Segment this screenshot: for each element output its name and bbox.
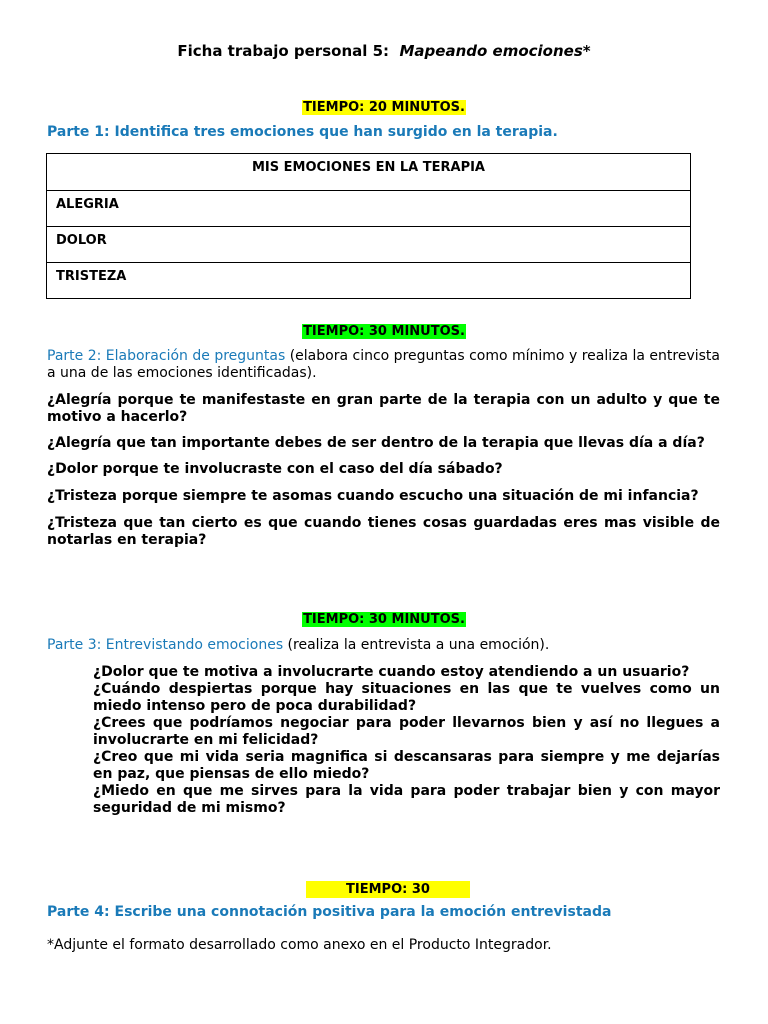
table-row xyxy=(47,227,691,263)
part2-question: ¿Tristeza porque siempre te asomas cuando escucho una situación de mi infancia? xyxy=(47,488,699,504)
footnote: *Adjunte el formato desarrollado como anexo en el Producto Integrador. xyxy=(47,937,552,953)
title-star: * xyxy=(582,42,591,60)
emotions-table-wrap xyxy=(46,153,691,299)
part2-intro xyxy=(47,348,720,382)
title-main: Ficha trabajo personal 5: xyxy=(177,42,390,60)
part3-question: ¿Creo que mi vida seria magnifica si descansaras para siempre y me dejarías en paz, que piensas de ello miedo? xyxy=(93,749,720,782)
table-row xyxy=(47,191,691,227)
part2-question: ¿Alegría porque te manifestaste en gran parte de la terapia con un adulto y que te motivo a hacerlo? xyxy=(47,392,720,425)
page-title xyxy=(0,43,768,60)
title-italic: Mapeando emociones xyxy=(399,42,583,60)
emotions-table xyxy=(46,153,691,299)
part3-heading: Parte 3: Entrevistando emociones xyxy=(47,637,284,653)
part2-time-badge: TIEMPO: 30 MINUTOS. xyxy=(303,324,465,339)
part3-question: ¿Dolor que te motiva a involucrarte cuando estoy atendiendo a un usuario? xyxy=(93,664,690,680)
table-header-row xyxy=(47,154,691,191)
part3-question: ¿Crees que podríamos negociar para poder llevarnos bien y así no llegues a involucrarte en mi felicidad? xyxy=(93,715,720,748)
part1-time-badge: TIEMPO: 20 MINUTOS. xyxy=(303,100,465,115)
part4-time-badge: TIEMPO: 30 xyxy=(306,881,470,898)
part3-instruction: (realiza la entrevista a una emoción). xyxy=(283,637,550,653)
table-cell: ALEGRIA xyxy=(47,191,691,227)
table-header: MIS EMOCIONES EN LA TERAPIA xyxy=(47,154,691,191)
table-cell: DOLOR xyxy=(47,227,691,263)
part3-question-list xyxy=(93,664,720,817)
part2-question: ¿Alegría que tan importante debes de ser dentro de la terapia que llevas día a día? xyxy=(47,435,705,451)
part4-heading: Parte 4: Escribe una connotación positiva para la emoción entrevistada xyxy=(47,904,612,920)
part2-question: ¿Dolor porque te involucraste con el caso del día sábado? xyxy=(47,461,503,477)
part1-time-row xyxy=(0,99,768,116)
part1-heading: Parte 1: Identifica tres emociones que han surgido en la terapia. xyxy=(47,124,558,140)
part2-heading: Parte 2: Elaboración de preguntas xyxy=(47,348,286,364)
part3-question: ¿Miedo en que me sirves para la vida para poder trabajar bien y con mayor seguridad de mi mismo? xyxy=(93,783,720,816)
part3-time-row xyxy=(0,611,768,628)
table-cell: TRISTEZA xyxy=(47,263,691,299)
part3-question: ¿Cuándo despiertas porque hay situaciones en las que te vuelves como un miedo intenso pero de poca durabilidad? xyxy=(93,681,720,714)
part2-question: ¿Tristeza que tan cierto es que cuando tienes cosas guardadas eres mas visible de notarlas en terapia? xyxy=(47,515,720,548)
part2-instruction: (elabora cinco preguntas como mínimo y realiza la entrevista a una de las emociones identificadas). xyxy=(47,348,720,381)
part3-time-badge: TIEMPO: 30 MINUTOS. xyxy=(303,612,465,627)
part2-time-row xyxy=(0,323,768,340)
table-row xyxy=(47,263,691,299)
part3-intro xyxy=(47,637,720,654)
